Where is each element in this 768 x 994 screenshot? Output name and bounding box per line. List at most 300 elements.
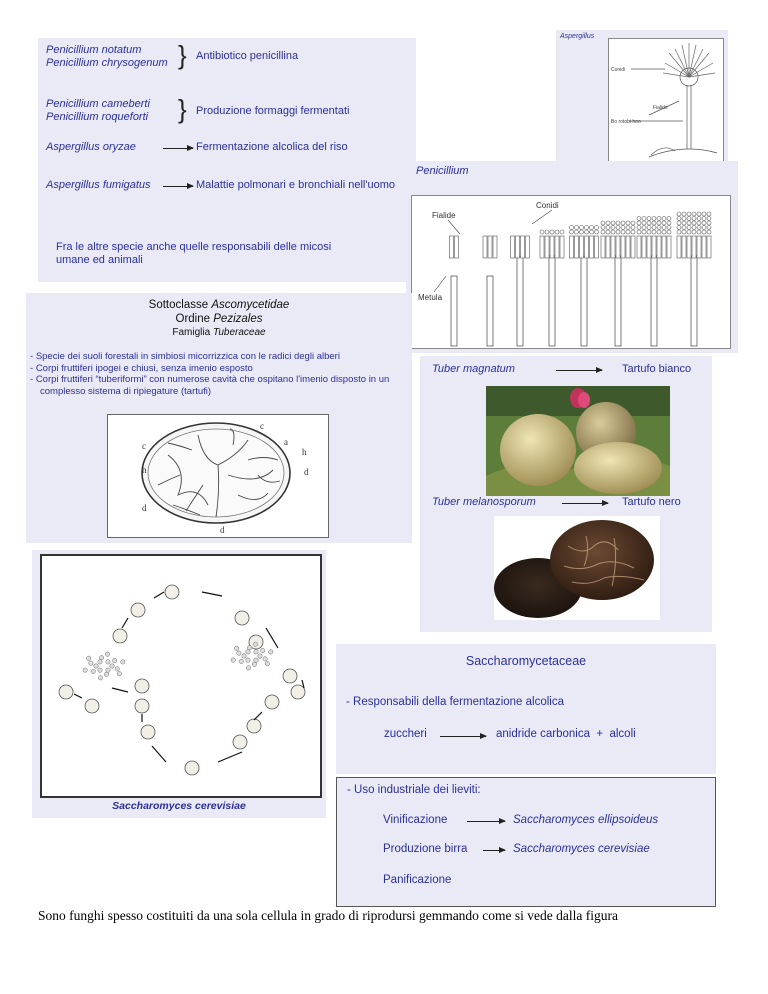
conidium <box>657 230 661 234</box>
label-a: a <box>284 437 288 447</box>
yeast-cell <box>247 719 261 733</box>
phialide <box>657 236 661 258</box>
cycle-arrow-icon <box>202 592 222 596</box>
ascospore <box>237 651 241 655</box>
penicillium-title: Penicillium <box>416 165 469 177</box>
conidium <box>621 226 625 230</box>
label-h: h <box>142 465 147 475</box>
phialide <box>545 236 549 258</box>
phialide <box>637 236 641 258</box>
conidiophore-stem <box>651 256 657 346</box>
phialide <box>687 236 691 258</box>
phialide <box>493 236 497 258</box>
yeast-cell <box>265 695 279 709</box>
conidium <box>682 230 686 234</box>
conidium <box>682 212 686 216</box>
conidium <box>702 212 706 216</box>
phialide <box>692 236 696 258</box>
yeast-cell <box>135 679 149 693</box>
row1-use: Antibiotico penicillina <box>196 50 299 62</box>
conidium <box>626 226 630 230</box>
ascospore <box>239 659 243 663</box>
ascospore <box>246 658 250 662</box>
conidium <box>652 230 656 234</box>
conidium <box>707 212 711 216</box>
use-vinificazione: Vinificazione <box>383 814 448 826</box>
conidium <box>662 226 666 230</box>
order-prefix: Ordine <box>175 313 211 325</box>
conidium <box>575 230 579 234</box>
industrial-text: Uso industriale dei lieviti: <box>354 784 481 796</box>
brace-icon: } <box>178 40 187 70</box>
conidium <box>560 230 564 234</box>
arrow-icon <box>163 148 193 149</box>
conidium <box>550 230 554 234</box>
industrial-use-panel <box>336 777 716 907</box>
phialide <box>621 236 625 258</box>
penicillium-panel <box>406 161 738 353</box>
ascospore <box>94 664 98 668</box>
ascospore <box>83 668 87 672</box>
label-fialide: Fialide <box>432 211 456 220</box>
conidium <box>687 226 691 230</box>
conidium <box>697 212 701 216</box>
cycle-arrow-icon <box>154 592 164 598</box>
conidium <box>570 230 574 234</box>
ascospore <box>258 654 262 658</box>
conidium <box>677 226 681 230</box>
conidium <box>616 221 620 225</box>
arrow-icon <box>163 186 193 187</box>
arrow-icon <box>483 850 505 851</box>
ascospore <box>89 661 93 665</box>
use-panificazione: Panificazione <box>383 874 452 886</box>
label-d: d <box>142 503 147 513</box>
subclass-name: Ascomycetidae <box>211 299 290 311</box>
ascospore <box>91 669 95 673</box>
conidium <box>707 217 711 221</box>
arrow-icon <box>556 370 602 371</box>
ascospore <box>117 672 121 676</box>
conidium <box>657 217 661 221</box>
industrial-bullet: - Uso industriale dei lieviti: <box>347 784 481 796</box>
conidium <box>601 226 605 230</box>
phialide <box>702 236 706 258</box>
conidiophore-stem <box>451 276 457 346</box>
conidium <box>687 230 691 234</box>
phialide <box>590 236 594 258</box>
cycle-arrow-icon <box>218 752 242 762</box>
tuber-magnatum: Tuber magnatum <box>432 363 515 375</box>
conidium <box>692 230 696 234</box>
species-roqueforti: Penicillium roqueforti <box>46 111 149 123</box>
conidium <box>677 217 681 221</box>
cycle-arrow-icon <box>266 628 278 648</box>
conidium <box>682 226 686 230</box>
conidium <box>580 230 584 234</box>
note-text: Fra le altre specie anche quelle responsabili delle micosi umane ed animali <box>56 241 332 266</box>
row3-use: Fermentazione alcolica del riso <box>196 141 348 153</box>
conidium <box>590 226 594 230</box>
ascospore <box>115 667 119 671</box>
truffle-section-drawing <box>108 415 328 537</box>
tuberaceae-panel <box>26 293 412 543</box>
conidium <box>662 230 666 234</box>
phialide <box>662 236 666 258</box>
fermentation-bullet: - Responsabili della fermentazione alcolica <box>346 696 564 708</box>
subclass-prefix: Sottoclasse <box>148 299 209 311</box>
species-ellipsoideus: Saccharomyces ellipsoideus <box>513 814 659 826</box>
ascospore <box>98 660 102 664</box>
row2-use: Produzione formaggi fermentati <box>196 105 350 117</box>
label-conidi: Conidi <box>611 67 626 73</box>
ascospore <box>246 666 250 670</box>
conidium <box>637 221 641 225</box>
cycle-arrow-icon <box>112 688 128 692</box>
ascospore <box>253 642 257 646</box>
ascospore <box>254 650 258 654</box>
row1-species <box>46 44 168 70</box>
conidium <box>616 226 620 230</box>
conidium <box>626 230 630 234</box>
conidium <box>585 230 589 234</box>
conidium <box>631 226 635 230</box>
conidium <box>682 221 686 225</box>
penicillium-illustration <box>411 195 731 349</box>
yeast-cell <box>59 685 73 699</box>
conidium <box>702 230 706 234</box>
conidium <box>652 226 656 230</box>
species-notatum: Penicillium notatum <box>46 44 142 56</box>
phialide <box>550 236 554 258</box>
conidium <box>631 230 635 234</box>
conidium <box>687 221 691 225</box>
saccharomycetaceae-title: Saccharomycetaceae <box>465 654 587 668</box>
conidium <box>697 226 701 230</box>
conidium <box>545 230 549 234</box>
conidium <box>692 217 696 221</box>
conidium <box>647 230 651 234</box>
phialide <box>606 236 610 258</box>
tartufo-bianco: Tartufo bianco <box>622 363 692 375</box>
tuberaceae-bullets <box>30 351 410 397</box>
conidium <box>677 230 681 234</box>
bullet-text: Specie dei suoli forestali in simbiosi micorrizzica con le radici degli alberi <box>35 351 340 362</box>
subclass-line <box>26 298 412 312</box>
conidium <box>697 221 701 225</box>
tuber-panel <box>420 356 712 632</box>
ascospore <box>231 658 235 662</box>
use-birra: Produzione birra <box>383 843 468 855</box>
label-metula: Metula <box>418 293 443 302</box>
conidiophore-stem <box>517 256 523 346</box>
yeast-cell <box>291 685 305 699</box>
ascospore <box>254 658 258 662</box>
ascospore <box>99 656 103 660</box>
conidium <box>626 221 630 225</box>
label-d: d <box>304 467 309 477</box>
phialide <box>511 236 515 258</box>
conidium <box>570 226 574 230</box>
ascospore <box>247 646 251 650</box>
yeast-cell <box>165 585 179 599</box>
conidium <box>692 226 696 230</box>
white-truffle-photo <box>486 386 670 496</box>
ascospore <box>242 654 246 658</box>
phialide <box>570 236 574 258</box>
ascospore <box>98 668 102 672</box>
aspergillus-title: Aspergillus <box>560 33 595 40</box>
taxonomy-header <box>26 298 412 340</box>
phialide <box>555 236 559 258</box>
reaction-right: anidride carbonica + alcoli <box>496 728 636 740</box>
phialide <box>667 236 671 258</box>
conidium <box>611 226 615 230</box>
white-truffle-image <box>486 386 670 496</box>
conidium <box>621 230 625 234</box>
conidium <box>707 226 711 230</box>
conidium <box>555 230 559 234</box>
yeast-cell <box>235 611 249 625</box>
yeast-cell <box>233 735 247 749</box>
phialide <box>652 236 656 258</box>
conidium <box>595 230 599 234</box>
yeast-cell <box>283 669 297 683</box>
phialide <box>580 236 584 258</box>
phialide <box>483 236 487 258</box>
conidium <box>687 217 691 221</box>
phialide <box>516 236 520 258</box>
ascospore <box>263 657 267 661</box>
reaction-left: zuccheri <box>384 728 427 740</box>
conidium <box>647 217 651 221</box>
row4-use: Malattie polmonari e bronchiali nell'uomo <box>196 179 395 191</box>
conidiophore-stem <box>691 256 697 346</box>
phialide <box>450 236 454 258</box>
conidium <box>540 230 544 234</box>
conidium <box>585 226 589 230</box>
conidium <box>631 221 635 225</box>
conidium <box>601 230 605 234</box>
bullet-text: Corpi fruttiferi “tuberiformi” con numerose cavità che ospitano l'imenio disposto in un complesso sistema di ripiegature (tartufi) <box>35 374 390 397</box>
phialide <box>560 236 564 258</box>
cerevisiae-panel <box>32 550 326 818</box>
conidium <box>702 226 706 230</box>
conidium <box>662 221 666 225</box>
penicillium-uses-panel <box>38 38 416 282</box>
conidium <box>595 226 599 230</box>
yeast-cell <box>135 699 149 713</box>
ascospore <box>121 660 125 664</box>
conidium <box>642 226 646 230</box>
phialide <box>488 236 492 258</box>
conidium <box>677 212 681 216</box>
label-d: d <box>220 525 225 535</box>
ascospore <box>234 646 238 650</box>
aspergillus-drawing <box>609 39 723 161</box>
penicillium-drawing <box>412 196 730 348</box>
label-h: h <box>302 447 307 457</box>
species-cameberti: Penicillium cameberti <box>46 98 150 110</box>
ascospore <box>261 648 265 652</box>
phialide <box>611 236 615 258</box>
conidiophore-stem <box>581 256 587 346</box>
ascospore <box>106 668 110 672</box>
label-fialide: Fialide <box>653 105 668 111</box>
conidiophore-stem <box>487 276 493 346</box>
ascospore <box>106 660 110 664</box>
ascospore <box>105 652 109 656</box>
phialide <box>626 236 630 258</box>
row4-species: Aspergillus fumigatus <box>46 179 151 191</box>
arrow-icon <box>467 821 505 822</box>
conidium <box>692 221 696 225</box>
phialide <box>455 236 459 258</box>
yeast-cell <box>131 603 145 617</box>
label-c: c <box>260 421 264 431</box>
phialide <box>697 236 701 258</box>
row2-species <box>46 98 150 124</box>
bullet-item: - Corpi fruttiferi “tuberiformi” con numerose cavità che ospitano l'imenio disposto in un complesso sistema di ripiegature (tartufi) <box>30 374 390 397</box>
conidium <box>662 217 666 221</box>
arrow-icon <box>562 503 608 504</box>
conidium <box>637 226 641 230</box>
phialide <box>616 236 620 258</box>
conidium <box>702 217 706 221</box>
ascospore <box>252 662 256 666</box>
arrow-icon <box>440 736 486 737</box>
black-truffle-image <box>494 516 660 620</box>
truffle-section-illustration <box>107 414 329 538</box>
conidium <box>677 221 681 225</box>
budding-cycle-illustration <box>40 554 322 798</box>
cycle-arrow-icon <box>152 746 166 762</box>
ascospore <box>113 658 117 662</box>
label-stalk: Bo rotobi hoo <box>611 119 641 125</box>
phialide <box>707 236 711 258</box>
conidium <box>702 221 706 225</box>
saccharomycetaceae-panel <box>336 644 716 774</box>
ascospore <box>98 676 102 680</box>
budding-cycle-drawing <box>42 556 320 796</box>
label-conidi: Conidi <box>536 201 559 210</box>
conidium <box>606 221 610 225</box>
yeast-cell <box>141 725 155 739</box>
page-caption: Sono funghi spesso costituiti da una sola cellula in grado di riprodursi gemmando come si vede dalla figura <box>38 908 618 923</box>
family-name: Tuberaceae <box>212 327 266 338</box>
order-name: Pezizales <box>213 313 263 325</box>
black-truffle-photo <box>494 516 660 620</box>
phialide <box>601 236 605 258</box>
cycle-arrow-icon <box>74 694 82 698</box>
family-line <box>26 326 412 340</box>
conidium <box>667 230 671 234</box>
phialide <box>540 236 544 258</box>
conidium <box>657 221 661 225</box>
conidium <box>601 221 605 225</box>
conidium <box>667 217 671 221</box>
cycle-arrow-icon <box>254 712 262 720</box>
tuber-melanosporum: Tuber melanosporum <box>432 496 536 508</box>
conidium <box>642 217 646 221</box>
conidium <box>682 217 686 221</box>
ascospore <box>104 672 108 676</box>
conidium <box>657 226 661 230</box>
yeast-cell <box>85 699 99 713</box>
conidium <box>652 221 656 225</box>
conidium <box>637 230 641 234</box>
conidium <box>606 230 610 234</box>
bullet-item: - Specie dei suoli forestali in simbiosi micorrizzica con le radici degli alberi <box>30 351 340 362</box>
phialide <box>526 236 530 258</box>
conidium <box>647 226 651 230</box>
phialide <box>682 236 686 258</box>
cerevisiae-caption: Saccharomyces cerevisiae <box>112 800 246 812</box>
tartufo-nero: Tartufo nero <box>622 496 681 508</box>
brace-icon: } <box>178 94 187 124</box>
conidium <box>611 221 615 225</box>
conidium <box>637 217 641 221</box>
conidium <box>692 212 696 216</box>
family-prefix: Famiglia <box>172 327 211 338</box>
yeast-cell <box>113 629 127 643</box>
label-c: c <box>142 441 146 451</box>
conidium <box>575 226 579 230</box>
conidiophore-stem <box>615 256 621 346</box>
conidium <box>642 230 646 234</box>
conidium <box>642 221 646 225</box>
conidium <box>616 230 620 234</box>
conidium <box>611 230 615 234</box>
conidium <box>707 221 711 225</box>
ascospore <box>246 650 250 654</box>
conidium <box>697 217 701 221</box>
phialide <box>647 236 651 258</box>
ascospore <box>269 650 273 654</box>
conidium <box>590 230 594 234</box>
bullet-text: Corpi fruttiferi ipogei e chiusi, senza imenio esposto <box>35 362 253 374</box>
phialide <box>521 236 525 258</box>
conidium <box>667 226 671 230</box>
phialide <box>575 236 579 258</box>
order-line <box>26 312 412 326</box>
conidium <box>687 212 691 216</box>
conidiophore-stem <box>549 256 555 346</box>
conidium <box>707 230 711 234</box>
species-cerevisiae: Saccharomyces cerevisiae <box>513 843 650 855</box>
phialide <box>677 236 681 258</box>
conidium <box>606 226 610 230</box>
conidium <box>580 226 584 230</box>
conidium <box>647 221 651 225</box>
species-chrysogenum: Penicillium chrysogenum <box>46 57 168 69</box>
bullet-item: - Corpi fruttiferi ipogei e chiusi, senza imenio esposto <box>30 362 253 374</box>
ascospore <box>86 656 90 660</box>
cycle-arrow-icon <box>122 618 128 628</box>
ascospore <box>265 662 269 666</box>
phialide <box>585 236 589 258</box>
aspergillus-panel <box>556 30 728 164</box>
yeast-cell <box>185 761 199 775</box>
conidium <box>667 221 671 225</box>
phialide <box>631 236 635 258</box>
conidium <box>652 217 656 221</box>
conidium <box>621 221 625 225</box>
aspergillus-illustration <box>608 38 724 162</box>
row3-species: Aspergillus oryzae <box>46 141 136 153</box>
phialide <box>595 236 599 258</box>
phialide <box>642 236 646 258</box>
